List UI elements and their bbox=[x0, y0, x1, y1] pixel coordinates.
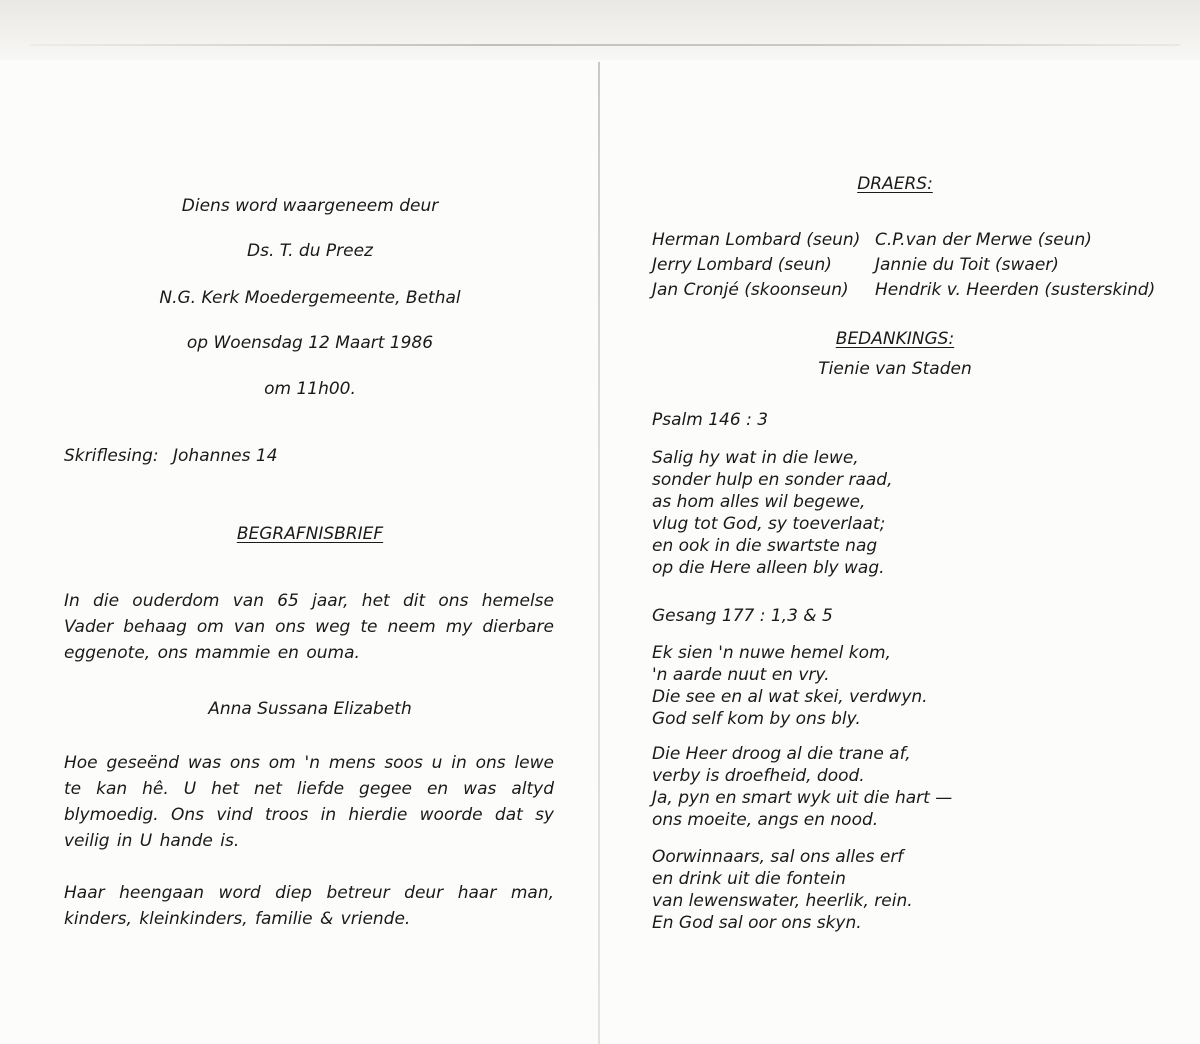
paragraph-1: In die ouderdom van 65 jaar, het dit ons hemelse Vader behaag om van ons weg te neem my dierbare eggenote, ons mammie en ouma. bbox=[64, 591, 554, 663]
verse-line: Ja, pyn en smart wyk uit die hart — bbox=[652, 788, 953, 808]
bearer: Jerry Lombard (seun) bbox=[652, 255, 832, 275]
left-page bbox=[0, 60, 598, 1044]
verse-line: God self kom by ons bly. bbox=[652, 709, 861, 729]
verse-line: en drink uit die fontein bbox=[652, 869, 846, 889]
service-time: om 11h00. bbox=[264, 379, 356, 399]
paragraph-3: Haar heengaan word diep betreur deur haar man, kinders, kleinkinders, familie & vriende. bbox=[64, 883, 554, 929]
church-name: N.G. Kerk Moedergemeente, Bethal bbox=[159, 288, 461, 308]
verse-line: Die see en al wat skei, verdwyn. bbox=[652, 687, 928, 707]
verse-line: Salig hy wat in die lewe, bbox=[652, 448, 859, 468]
bearer: Jannie du Toit (swaer) bbox=[875, 255, 1059, 275]
service-date: op Woensdag 12 Maart 1986 bbox=[186, 333, 434, 353]
bearers-heading: DRAERS: bbox=[857, 174, 933, 194]
hymn-stanza-1 bbox=[652, 642, 928, 730]
verse-line: van lewenswater, heerlik, rein. bbox=[652, 891, 913, 911]
verse-line: 'n aarde nuut en vry. bbox=[652, 665, 830, 685]
minister-name: Ds. T. du Preez bbox=[247, 241, 373, 261]
reading-value: Johannes 14 bbox=[173, 446, 278, 466]
verse-line: Die Heer droog al die trane af, bbox=[652, 744, 911, 764]
reading-label: Skriflesing: bbox=[64, 446, 159, 466]
deceased-name: Anna Sussana Elizabeth bbox=[208, 699, 412, 719]
letter-heading: BEGRAFNISBRIEF bbox=[236, 524, 384, 544]
verse-line: vlug tot God, sy toeverlaat; bbox=[652, 514, 886, 534]
verse-line: ons moeite, angs en nood. bbox=[652, 810, 879, 830]
psalm-reference: Psalm 146 : 3 bbox=[652, 410, 769, 430]
hymn-reference: Gesang 177 : 1,3 & 5 bbox=[652, 606, 833, 626]
thanks-name: Tienie van Staden bbox=[818, 359, 972, 379]
service-intro: Diens word waargeneem deur bbox=[181, 196, 439, 216]
thanks-heading: BEDANKINGS: bbox=[835, 329, 955, 349]
verse-line: Ek sien 'n nuwe hemel kom, bbox=[652, 643, 891, 663]
verse-line: En God sal oor ons skyn. bbox=[652, 913, 862, 933]
verse-line: sonder hulp en sonder raad, bbox=[652, 470, 893, 490]
right-page bbox=[600, 60, 1200, 1044]
hymn-stanza-2 bbox=[652, 743, 952, 831]
verse-line: verby is droefheid, dood. bbox=[652, 766, 865, 786]
bearer: C.P.van der Merwe (seun) bbox=[875, 230, 1092, 250]
hymn-stanza-3 bbox=[652, 846, 913, 934]
paragraph-2: Hoe geseënd was ons om 'n mens soos u in ons lewe te kan hê. U het net liefde gegee en was altyd blymoedig. Ons vind troos in hierdie woorde dat sy veilig in U hande is. bbox=[64, 753, 554, 851]
scan-edge-line bbox=[30, 44, 1180, 46]
verse-line: en ook in die swartste nag bbox=[652, 536, 878, 556]
verse-line: op die Here alleen bly wag. bbox=[652, 558, 885, 578]
bearer: Herman Lombard (seun) bbox=[652, 230, 861, 250]
psalm-verse bbox=[652, 447, 892, 579]
verse-line: Oorwinnaars, sal ons alles erf bbox=[652, 847, 904, 867]
bearer: Hendrik v. Heerden (susterskind) bbox=[875, 280, 1156, 300]
bearer: Jan Cronjé (skoonseun) bbox=[652, 280, 849, 300]
scan-top-edge bbox=[0, 0, 1200, 58]
verse-line: as hom alles wil begewe, bbox=[652, 492, 866, 512]
